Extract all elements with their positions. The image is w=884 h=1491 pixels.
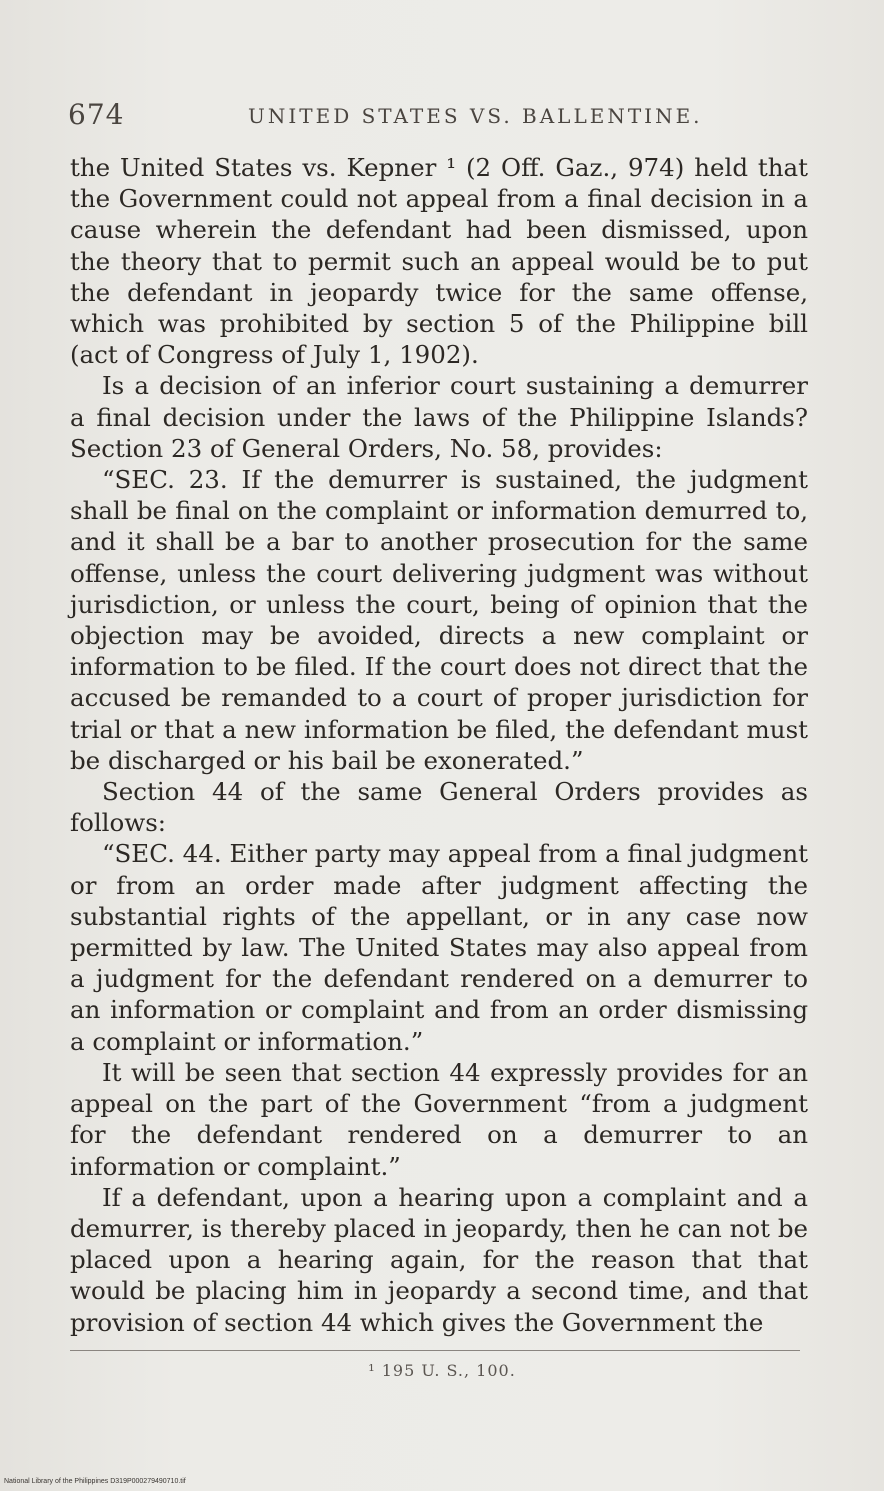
page-number: 674: [68, 98, 125, 131]
quote-section-23: “SEC. 23. If the demurrer is sustained, the judgment shall be final on the complaint or information demurred to, and it shall be a bar to another prosecution for the same offense, unless the court delivering judgment was without jurisdiction, or unless the court, being of opinion that the objection may be avoided, directs a new complaint or information to be filed. If the court does not direct that the accused be remanded to a court of proper jurisdiction for trial or that a new information be filed, the defendant must be discharged or his bail be exonerated.”: [70, 465, 808, 775]
paragraph-1: the United States vs. Kepner ¹ (2 Off. Gaz., 974) held that the Government could not appeal from a final decision in a cause wherein the defendant had been dismissed, upon the theory that to permit such an appeal would be to put the defendant in jeopardy twice for the same offense, which was prohibited by section 5 of the Philippine bill (act of Congress of July 1, 1902).: [70, 153, 808, 370]
body-text: [70, 152, 808, 1338]
quote-section-44: “SEC. 44. Either party may appeal from a final judgment or from an order made after judgment affecting the substantial rights of the appellant, or in any case now permitted by law. The United States may also appeal from a judgment for the defendant rendered on a demurrer to an information or complaint and from an order dismissing a complaint or information.”: [70, 839, 808, 1056]
page-header: [68, 98, 808, 138]
paragraph-3: Section 44 of the same General Orders provides as follows:: [70, 777, 808, 838]
footnote: ¹ 195 U. S., 100.: [368, 1361, 516, 1380]
footnote-rule: [70, 1350, 800, 1351]
paragraph-5: If a defendant, upon a hearing upon a complaint and a demurrer, is thereby placed in jeopardy, then he can not be placed upon a hearing again, for the reason that that would be placing him in jeopardy a second time, and that provision of section 44 which gives the Government the: [70, 1182, 808, 1337]
paragraph-2: Is a decision of an inferior court sustaining a demurrer a final decision under the laws of the Philippine Islands? Section 23 of General Orders, No. 58, provides:: [70, 371, 808, 463]
library-tag: National Library of the Philippines D319P000279490710.tif: [4, 1478, 186, 1485]
running-head: UNITED STATES VS. BALLENTINE.: [248, 104, 703, 128]
paragraph-4: It will be seen that section 44 expressly provides for an appeal on the part of the Government “from a judgment for the defendant rendered on a demurrer to an information or complaint.”: [70, 1057, 808, 1181]
